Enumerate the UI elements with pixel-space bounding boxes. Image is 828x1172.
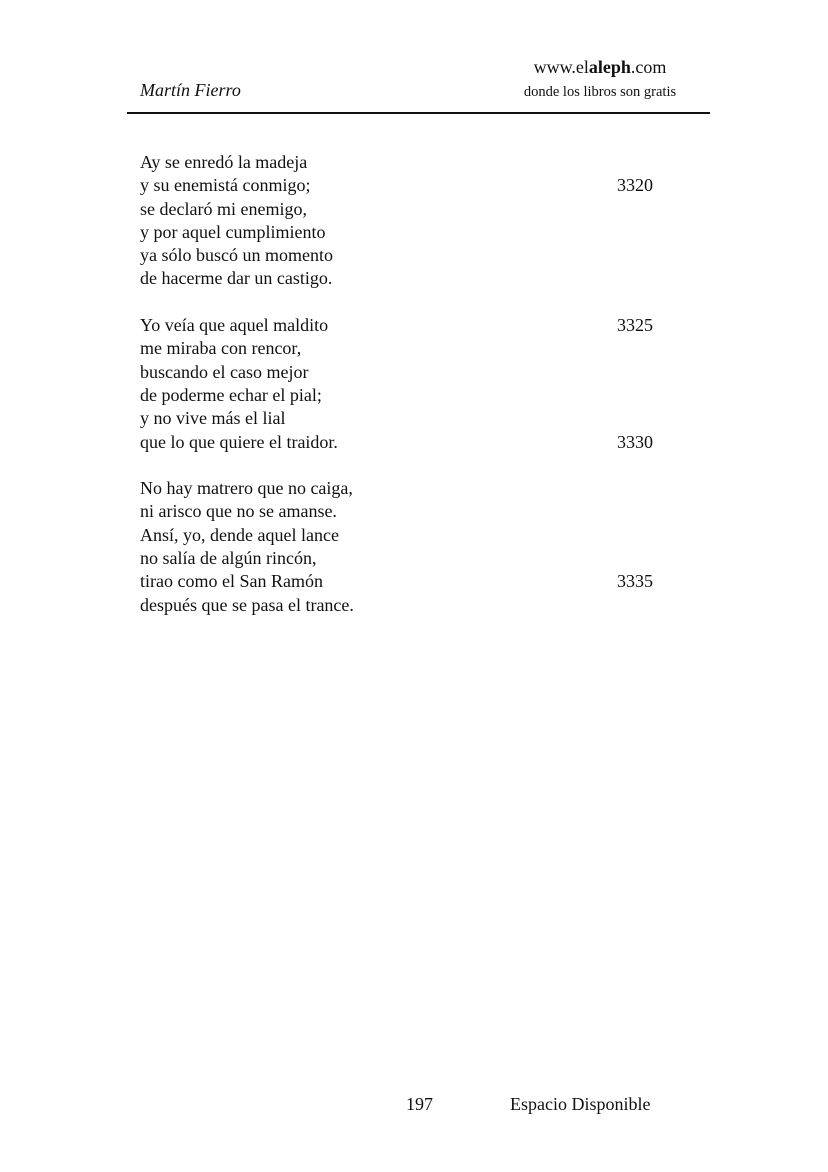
footer-text: Espacio Disponible — [510, 1094, 651, 1114]
site-url — [500, 57, 700, 78]
site-bold: aleph — [588, 57, 631, 77]
verse-line — [140, 221, 680, 244]
poem — [140, 151, 680, 617]
line-number: 3320 — [617, 175, 653, 196]
book-title: Martín Fierro — [140, 80, 241, 100]
header-rule — [127, 112, 710, 114]
verse-text: ya sólo buscó un momento — [140, 245, 333, 266]
verse-line — [140, 151, 680, 174]
verse-text: no salía de algún rincón, — [140, 548, 317, 569]
line-number: 3325 — [617, 315, 653, 336]
verse-text: de poderme echar el pial; — [140, 384, 322, 405]
verse-text: después que se pasa el trance. — [140, 594, 354, 615]
line-number: 3335 — [617, 571, 653, 592]
verse-line — [140, 244, 680, 267]
verse-line — [140, 594, 680, 617]
verse-text: y por aquel cumplimiento — [140, 221, 326, 242]
verse-text: de hacerme dar un castigo. — [140, 268, 333, 289]
verse-line — [140, 314, 680, 337]
verse-line — [140, 384, 680, 407]
site-tagline: donde los libros son gratis — [523, 84, 677, 100]
verse-text: Ansí, yo, dende aquel lance — [140, 524, 339, 545]
verse-text: buscando el caso mejor — [140, 361, 309, 382]
line-number: 3330 — [617, 431, 653, 452]
site-suffix: .com — [630, 57, 667, 77]
verse-line — [140, 547, 680, 570]
verse-line — [140, 337, 680, 360]
verse-line — [140, 500, 680, 523]
verse-text: que lo que quiere el traidor. — [140, 431, 338, 452]
site-prefix: www.el — [533, 57, 589, 77]
verse-text: y su enemistá conmigo; — [140, 175, 311, 196]
verse-line — [140, 407, 680, 430]
verse-text: tirao como el San Ramón — [140, 571, 323, 592]
verse-text: Ay se enredó la madeja — [140, 152, 308, 172]
verse-text: No hay matrero que no caiga, — [140, 478, 353, 499]
page-number: 197 — [406, 1094, 433, 1114]
verse-line — [140, 267, 680, 290]
verse-line — [140, 477, 680, 500]
verse-line — [140, 431, 680, 454]
verse-text: y no vive más el lial — [140, 408, 286, 429]
verse-text: Yo veía que aquel maldito — [140, 315, 329, 336]
verse-text: ni arisco que no se amanse. — [140, 501, 337, 522]
verse-line — [140, 524, 680, 547]
stanza-gap — [140, 454, 680, 477]
verse-line — [140, 570, 680, 593]
verse-text: se declaró mi enemigo, — [140, 198, 307, 219]
verse-line — [140, 198, 680, 221]
stanza-gap — [140, 291, 680, 314]
verse-line — [140, 361, 680, 384]
verse-text: me miraba con rencor, — [140, 338, 302, 359]
verse-line — [140, 174, 680, 197]
